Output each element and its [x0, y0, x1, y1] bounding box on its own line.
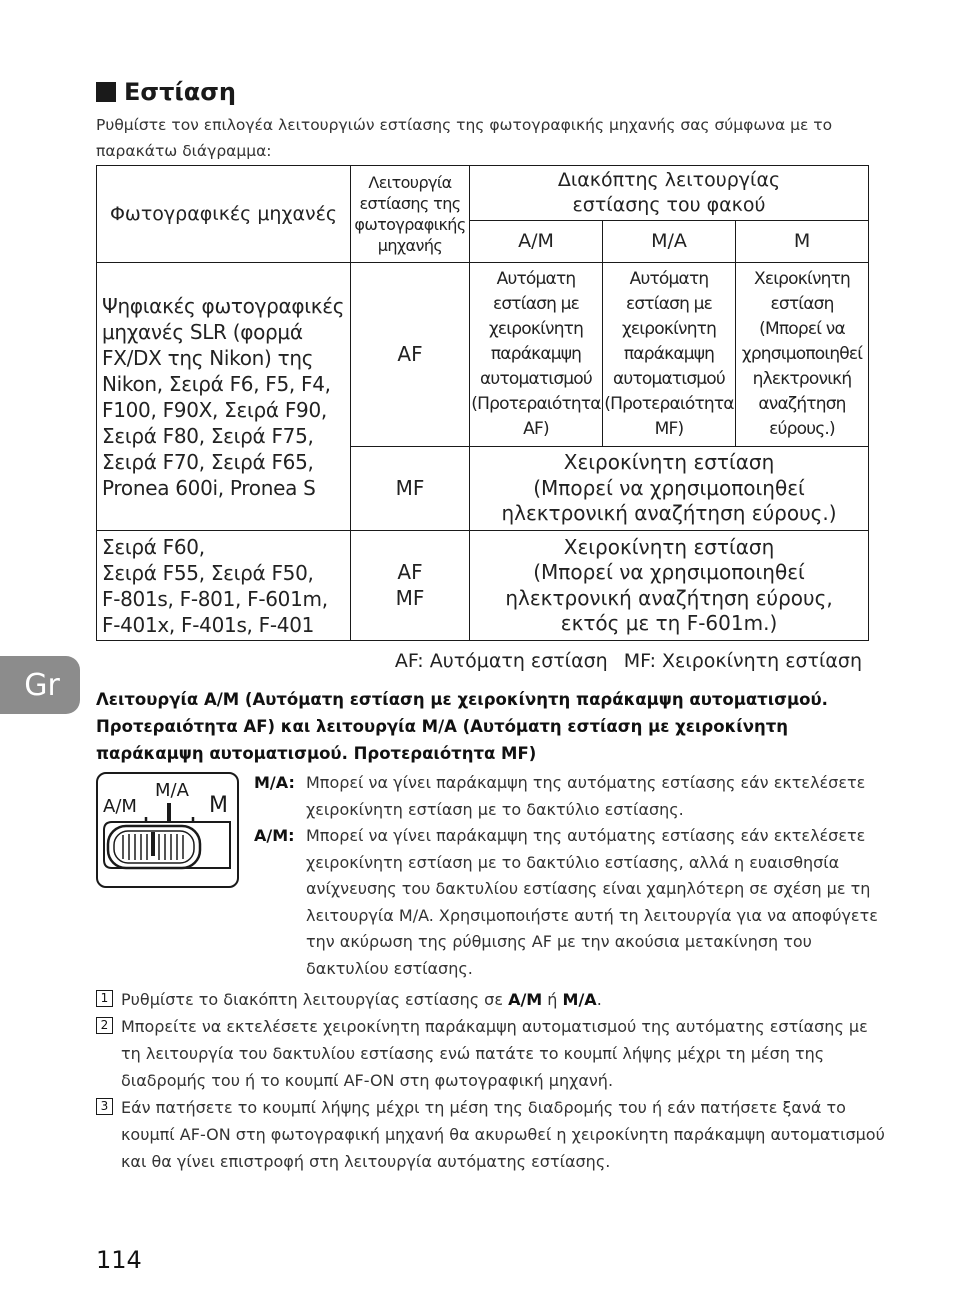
header-col-m: M: [736, 221, 869, 263]
step-number: 2: [96, 1017, 113, 1034]
row1-af-mode: AF: [351, 263, 470, 447]
row2-cameras: Σειρά F60, Σειρά F55, Σειρά F50, F-801s, F-801, F-601m, F-401x, F-401s, F-401: [97, 531, 351, 641]
focus-mode-table: [96, 165, 869, 641]
language-tab: Gr: [0, 656, 80, 714]
row1-mf-result: Χειροκίνητη εστίαση (Μπορεί να χρησιμοποιηθεί ηλεκτρονική αναζήτηση εύρους.): [470, 447, 869, 531]
definition-term: A/M:: [254, 826, 295, 845]
table-legend: [395, 650, 862, 672]
row2-result: Χειροκίνητη εστίαση (Μπορεί να χρησιμοποιηθεί ηλεκτρονική αναζήτηση εύρους, εκτός με τη F-601m.): [470, 531, 869, 641]
step-number: 1: [96, 990, 113, 1007]
focus-switch-illustration: [96, 772, 239, 888]
row1-af-m-result: Χειροκίνητη εστίαση (Μπορεί να χρησιμοποιηθεί ηλεκτρονική αναζήτηση εύρους.): [736, 263, 869, 447]
intro-paragraph: Ρυθμίστε τον επιλογέα λειτουργιών εστίασης της φωτογραφικής μηχανής σας σύμφωνα με το παρακάτω διάγραμμα:: [96, 116, 833, 160]
row1-mf-mode: MF: [351, 447, 470, 531]
section-heading: [96, 78, 236, 106]
header-camera-focus-mode: Λειτουργία εστίασης της φωτογραφικής μηχανής: [351, 166, 470, 263]
step-text: Ρυθμίστε το διακόπτη λειτουργίας εστίασης σε A/M ή M/A.: [121, 990, 602, 1009]
step-3: [96, 1094, 886, 1175]
row1-af-ma-result: Αυτόματη εστίαση με χειροκίνητη παράκαμψη αυτοματισμού (Προτεραιότητα MF): [603, 263, 736, 447]
step-text: Εάν πατήσετε το κουμπί λήψης μέχρι τη μέση της διαδρομής του ή εάν πατήσετε ξανά το κουμπί AF-ON στη φωτογραφική μηχανή θα ακυρωθεί η χειροκίνητη παράκαμψη αυτοματισμού και θα γίνει επιστροφή στη λειτουργία αυτόματης εστίασης.: [121, 1098, 885, 1171]
legend-af: AF: Αυτόματη εστίαση: [394, 650, 608, 672]
step-1: [96, 986, 886, 1013]
header-col-am: A/M: [470, 221, 603, 263]
definition-am: [254, 823, 886, 982]
switch-label-m: M: [209, 793, 228, 818]
section-title: Εστίαση: [124, 78, 237, 106]
header-cameras: Φωτογραφικές μηχανές: [97, 166, 351, 263]
row1-cameras: Ψηφιακές φωτογραφικές μηχανές SLR (φορμά FX/DX της Nikon) της Nikon, Σειρά F6, F5, F4, F100, F90X, Σειρά F90, Σειρά F80, Σειρά F75, Σειρά F70, Σειρά F65, Pronea 600i, Pronea S: [97, 263, 351, 531]
header-col-ma: M/A: [603, 221, 736, 263]
switch-label-am: A/M: [103, 796, 137, 817]
row2-modes: AF MF: [351, 531, 470, 641]
mode-definitions: [254, 770, 886, 982]
row1-af-am-result: Αυτόματη εστίαση με χειροκίνητη παράκαμψη αυτοματισμού (Προτεραιότητα AF): [470, 263, 603, 447]
step-text: Μπορείτε να εκτελέσετε χειροκίνητη παράκαμψη αυτοματισμού της αυτόματης εστίασης με τη λειτουργία του δακτυλίου εστίασης ενώ πατάτε το κουμπί λήψης μέχρι τη μέση της διαδρομής του ή το κουμπί AF-ON στη φωτογραφική μηχανή.: [121, 1017, 868, 1090]
definition-term: M/A:: [254, 773, 295, 792]
definition-desc: Μπορεί να γίνει παράκαμψη της αυτόματης εστίασης εάν εκτελέσετε χειροκίνητη εστίαση με το δακτύλιο εστίασης.: [306, 773, 866, 819]
definition-ma: [254, 770, 886, 823]
legend-mf: MF: Χειροκίνητη εστίαση: [623, 650, 862, 672]
header-lens-switch: Διακόπτης λειτουργίας εστίασης του φακού: [470, 166, 869, 221]
switch-label-ma: M/A: [155, 780, 189, 801]
square-bullet-icon: [96, 82, 116, 102]
definition-desc: Μπορεί να γίνει παράκαμψη της αυτόματης εστίασης εάν εκτελέσετε χειροκίνητη εστίαση με το δακτύλιο εστίασης, αλλά η ευαισθησία ανίχνευσης του δακτυλίου εστίασης είναι χαμηλότερη σε σχέση με τη λειτουργία M/A. Χρησιμοποιήστε αυτή τη λειτουργία για να αποφύγετε την ακύρωση της ρύθμισης AF με την ακούσια μετακίνηση του δακτυλίου εστίασης.: [306, 826, 878, 978]
step-2: [96, 1013, 886, 1094]
modes-title: Λειτουργία A/M (Αυτόματη εστίαση με χειροκίνητη παράκαμψη αυτοματισμού. Προτεραιότητα AF) και λειτουργία M/A (Αυτόματη εστίαση με χειροκίνητη παράκαμψη αυτοματισμού. Προτεραιότητα MF): [96, 690, 828, 763]
page-number: 114: [96, 1246, 142, 1274]
steps-list: [96, 986, 886, 1175]
step-number: 3: [96, 1098, 113, 1115]
